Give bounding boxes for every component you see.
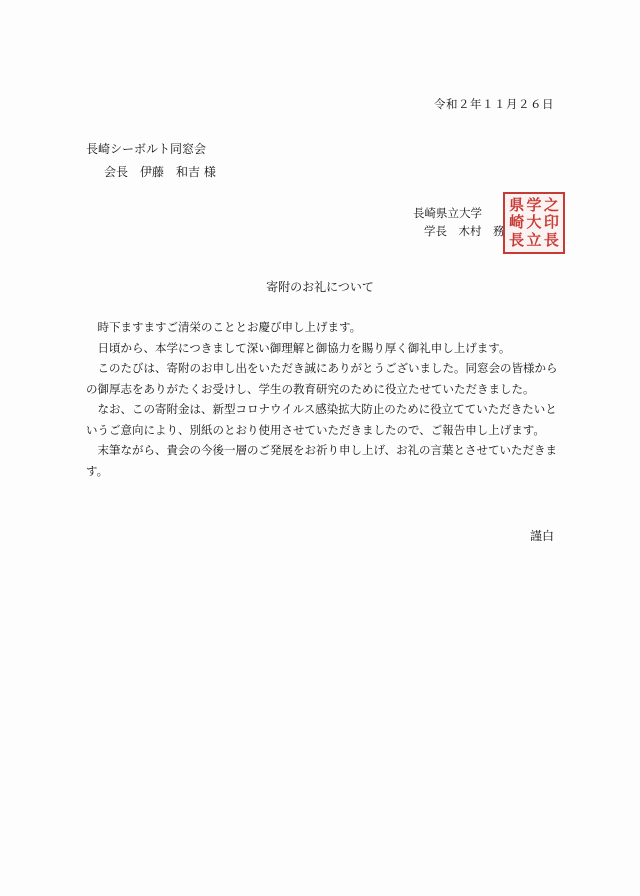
- letter-subject: 寄附のお礼について: [266, 280, 374, 294]
- seal-char: 学: [526, 196, 542, 214]
- official-seal: [503, 192, 565, 254]
- sender-name: 学長 木村 務: [424, 224, 505, 238]
- letter-body: [86, 317, 564, 481]
- seal-char: 県: [509, 196, 525, 214]
- letter-closing: 謹白: [529, 529, 554, 543]
- seal-char: 長: [543, 230, 559, 249]
- letter-date: 令和２年１１月２６日: [434, 97, 554, 111]
- seal-char: 立: [526, 230, 542, 249]
- recipient-name: 会長 伊藤 和吉 様: [104, 165, 216, 179]
- recipient-organization: 長崎シーボルト同窓会: [86, 142, 207, 156]
- seal-char: 之: [543, 196, 559, 214]
- body-paragraph: 日頃から、本学につきまして深い御理解と御協力を賜り厚く御礼申し上げます。: [97, 340, 511, 355]
- seal-char: 長: [509, 230, 525, 249]
- seal-char: 崎: [509, 213, 525, 232]
- seal-char: 印: [543, 213, 559, 232]
- body-paragraph: このたびは、寄附のお申し出をいただき誠にありがとうございました。同窓会の皆様からの御厚志をありがたくお受けし、学生の教育研究のために役立たせていただきました。: [86, 361, 558, 396]
- body-paragraph: 末筆ながら、貴会の今後一層のご発展をお祈り申し上げ、お礼の言葉とさせていただきます。: [86, 443, 558, 478]
- body-paragraph: 時下ますますご清栄のこととお慶び申し上げます。: [97, 320, 362, 334]
- body-paragraph: なお、この寄附金は、新型コロナウイルス感染拡大防止のために役立てていただきたいというご意向により、別紙のとおり使用させていただきましたので、ご報告申し上げます。: [86, 402, 557, 437]
- seal-char: 大: [526, 213, 542, 232]
- sender-organization: 長崎県立大学: [413, 206, 482, 220]
